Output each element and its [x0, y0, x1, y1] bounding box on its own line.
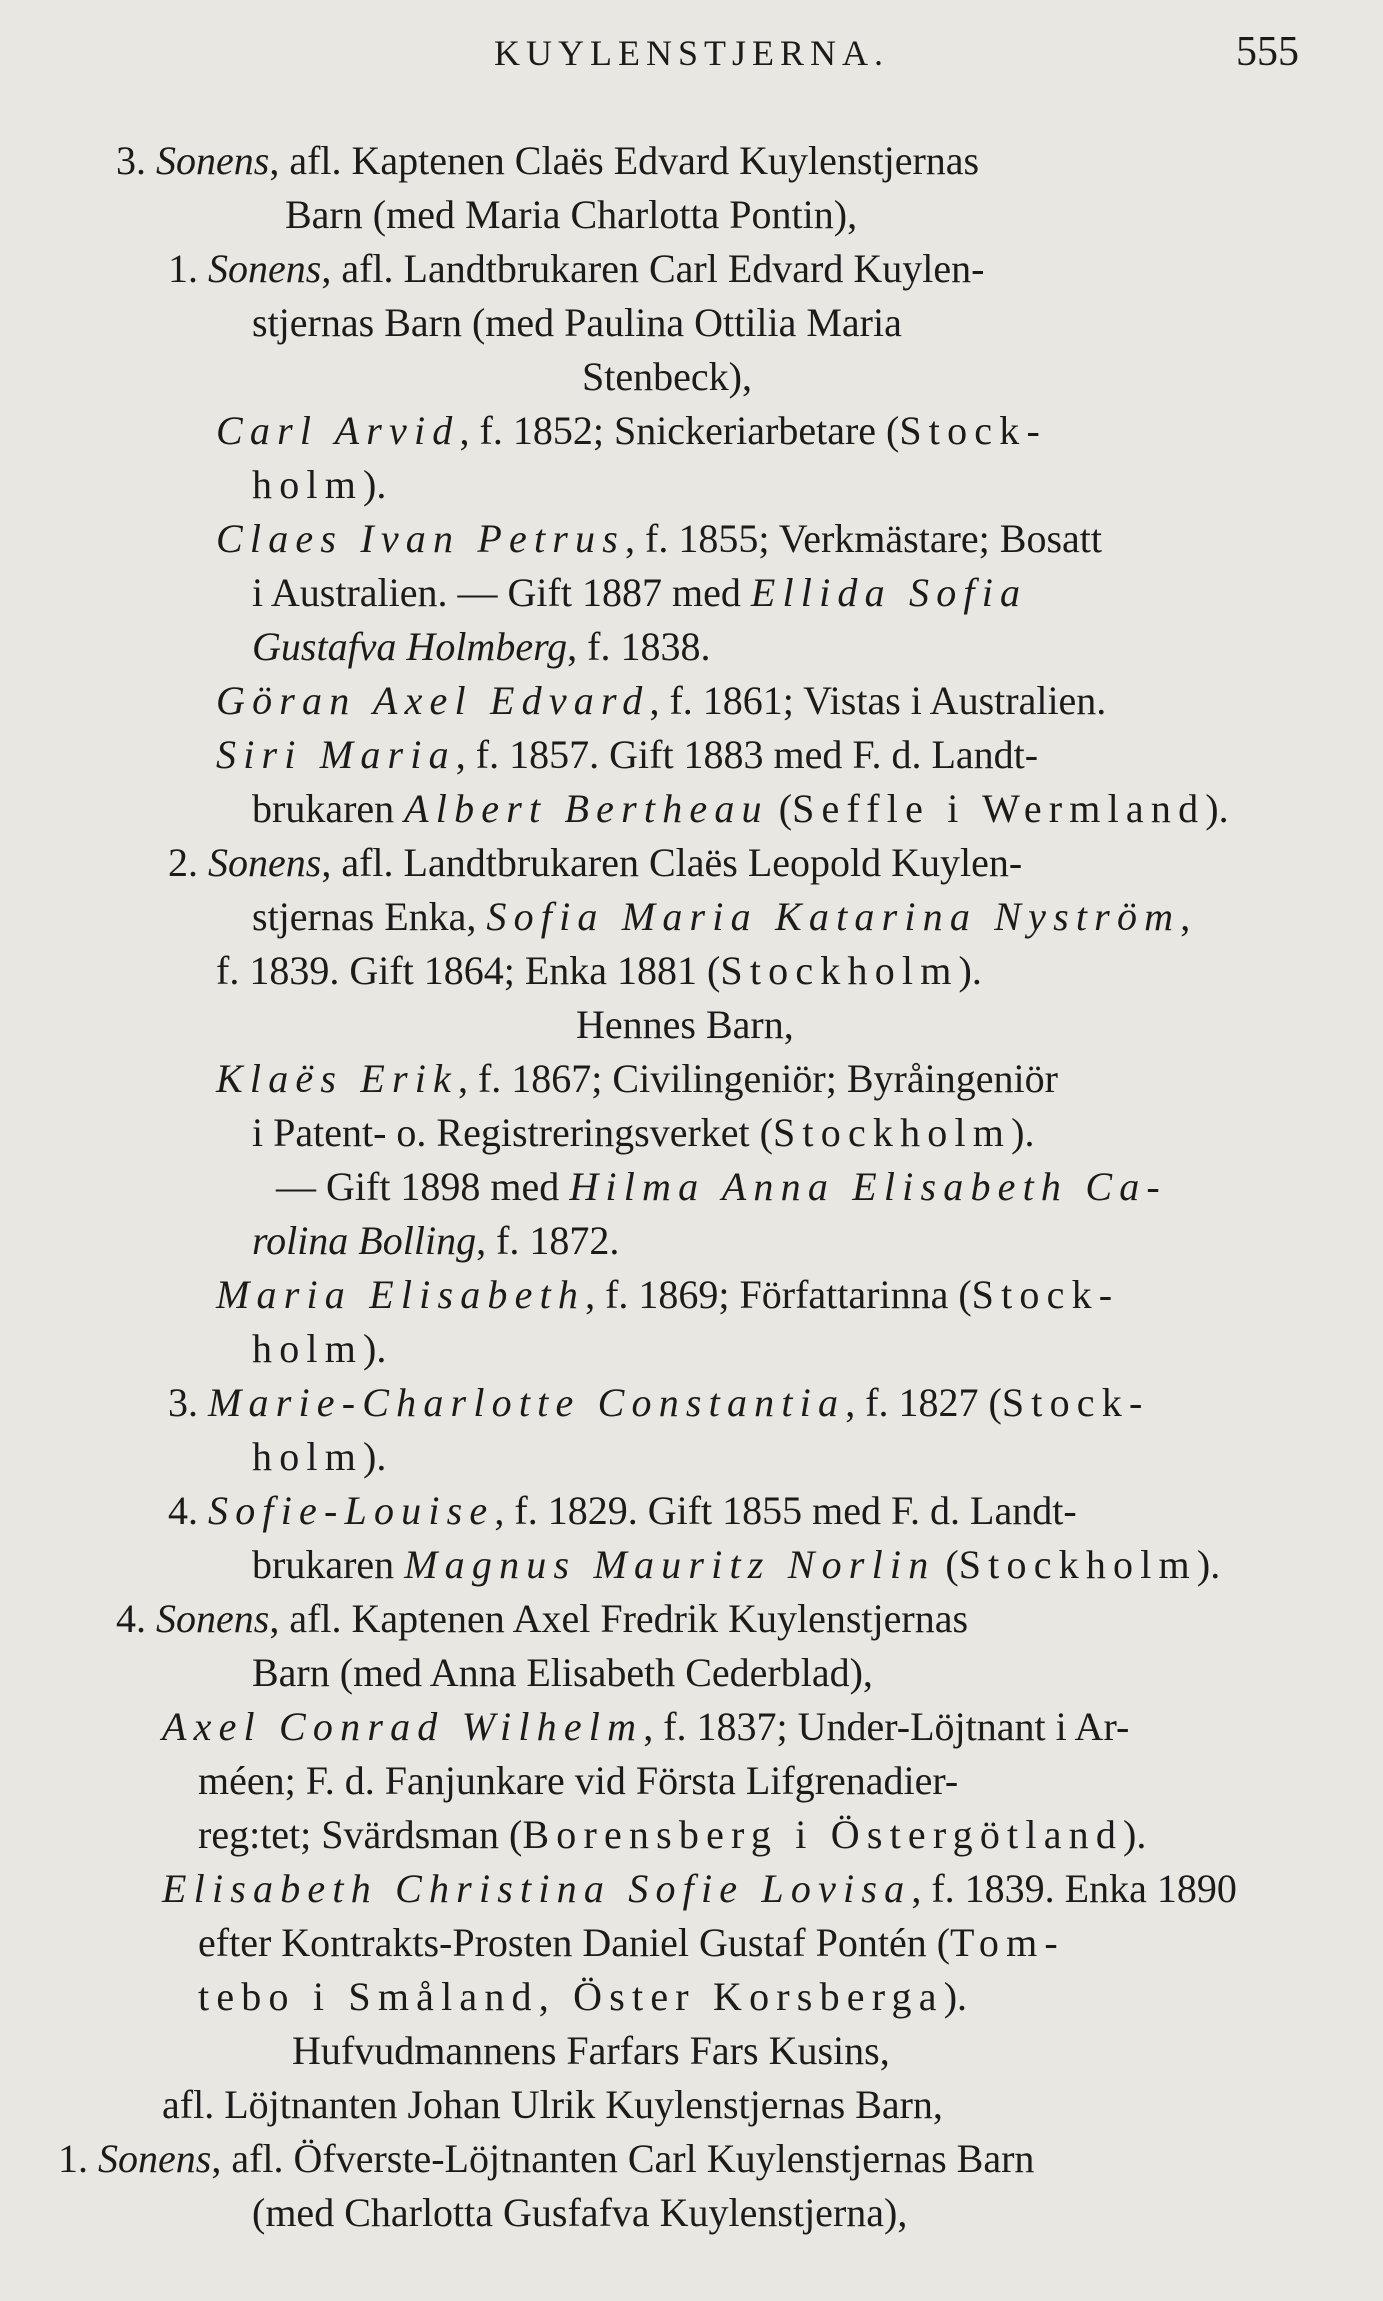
- text-segment: Stockholm: [720, 948, 959, 993]
- text-segment: Albert Bertheau: [404, 786, 769, 831]
- text-segment: ).: [1205, 786, 1229, 831]
- text-segment: Carl Arvid: [216, 408, 460, 453]
- text-segment: Borensberg i Östergötland: [522, 1812, 1124, 1857]
- text-line: [252, 567, 1027, 619]
- text-segment: (: [935, 1542, 959, 1587]
- text-segment: f. 1839. Gift 1864; Enka 1881 (: [216, 948, 721, 993]
- text-segment: , afl. Landtbrukaren Carl Edvard Kuylen-: [321, 246, 985, 291]
- text-line: [252, 1647, 873, 1699]
- page-number: 555: [1236, 29, 1299, 75]
- text-segment: i Patent- o. Registreringsverket (: [252, 1110, 773, 1155]
- text-segment: , f. 1837; Under-Löjtnant i Ar-: [643, 1704, 1130, 1749]
- text-segment: Stock-: [899, 408, 1047, 453]
- text-segment: Stockholm: [772, 1110, 1012, 1155]
- text-line: [285, 189, 857, 241]
- text-line: [216, 729, 1038, 781]
- text-line: [252, 783, 1229, 835]
- text-line: [216, 1269, 1119, 1321]
- text-segment: 1.: [168, 246, 208, 291]
- text-line: [252, 1323, 386, 1375]
- text-segment: Ellida Sofia: [750, 570, 1028, 615]
- text-line: [168, 1485, 1077, 1537]
- text-segment: ).: [363, 1326, 387, 1371]
- text-segment: Seffle i Wermland: [792, 786, 1206, 831]
- text-line: [198, 1917, 1065, 1969]
- text-segment: Hilma Anna Elisabeth Ca-: [569, 1164, 1167, 1209]
- text-line: [292, 2025, 890, 2077]
- text-line: [252, 1431, 386, 1483]
- text-segment: Tom-: [950, 1920, 1065, 1965]
- text-segment: ,: [1180, 894, 1191, 939]
- text-line: [216, 513, 1102, 565]
- text-segment: Sofie-Louise: [208, 1488, 495, 1533]
- text-segment: ).: [363, 1434, 387, 1479]
- text-segment: , afl. Kaptenen Axel Fredrik Kuylenstjernas: [269, 1596, 969, 1641]
- text-segment: stjernas Barn (med Paulina Ottilia Maria: [252, 300, 902, 345]
- text-segment: brukaren: [252, 786, 405, 831]
- text-line: [252, 1539, 1220, 1591]
- text-line: [198, 1971, 967, 2023]
- text-segment: , f. 1852; Snickeriarbetare (: [459, 408, 900, 453]
- text-segment: , f. 1829. Gift 1855 med F. d. Landt-: [494, 1488, 1077, 1533]
- text-line: [252, 2187, 907, 2239]
- text-segment: Sonens: [98, 2136, 212, 2181]
- text-segment: Stock-: [971, 1272, 1120, 1317]
- text-line: [168, 837, 1022, 889]
- text-segment: Stenbeck),: [582, 354, 752, 399]
- text-segment: Göran Axel Edvard: [216, 678, 650, 723]
- text-segment: Axel Conrad Wilhelm: [162, 1704, 644, 1749]
- text-segment: holm: [252, 1326, 364, 1371]
- text-segment: Marie-Charlotte Constantia: [208, 1380, 846, 1425]
- text-segment: rolina Bolling: [252, 1218, 477, 1263]
- text-segment: Sonens: [156, 1596, 270, 1641]
- text-segment: Sonens: [208, 246, 322, 291]
- text-segment: Barn (med Maria Charlotta Pontin),: [285, 192, 858, 237]
- text-line: [216, 1053, 1058, 1105]
- text-segment: Klaës Erik: [216, 1056, 458, 1101]
- text-segment: Stock-: [1001, 1380, 1150, 1425]
- text-segment: — Gift 1898 med: [276, 1164, 570, 1209]
- text-segment: , afl. Kaptenen Claës Edvard Kuylenstjernas: [269, 138, 980, 183]
- text-segment: , f. 1872.: [476, 1218, 620, 1263]
- text-segment: afl. Löjtnanten Johan Ulrik Kuylenstjernas Barn,: [162, 2082, 943, 2127]
- text-segment: , f. 1855; Verkmästare; Bosatt: [625, 516, 1102, 561]
- text-line: [576, 999, 794, 1051]
- text-line: [216, 945, 982, 997]
- page-header: [0, 29, 1383, 92]
- text-segment: Claes Ivan Petrus: [216, 516, 626, 561]
- text-segment: Magnus Mauritz Norlin: [404, 1542, 936, 1587]
- text-line: [198, 1809, 1146, 1861]
- text-segment: ).: [1123, 1812, 1147, 1857]
- text-segment: efter Kontrakts-Prosten Daniel Gustaf Pontén (: [198, 1920, 951, 1965]
- text-segment: 4.: [116, 1596, 156, 1641]
- text-segment: ).: [1011, 1110, 1035, 1155]
- text-segment: , afl. Landtbrukaren Claës Leopold Kuylen-: [321, 840, 1023, 885]
- text-segment: Elisabeth Christina Sofie Lovisa: [162, 1866, 912, 1911]
- text-segment: Sofia Maria Katarina Nyström: [486, 894, 1181, 939]
- text-line: [252, 459, 386, 511]
- text-line: [168, 243, 984, 295]
- text-line: [252, 1107, 1034, 1159]
- text-segment: Siri Maria: [216, 732, 456, 777]
- text-line: [58, 2133, 1034, 2185]
- text-segment: Barn (med Anna Elisabeth Cederblad),: [252, 1650, 873, 1695]
- text-segment: (: [768, 786, 793, 831]
- text-segment: Hennes Barn,: [576, 1002, 794, 1047]
- text-segment: 1.: [58, 2136, 98, 2181]
- text-segment: i Australien. — Gift 1887 med: [252, 570, 751, 615]
- text-segment: 3.: [168, 1380, 208, 1425]
- text-segment: ).: [943, 1974, 968, 2019]
- text-line: [162, 1863, 1237, 1915]
- text-segment: , f. 1857. Gift 1883 med F. d. Landt-: [455, 732, 1039, 777]
- text-line: [168, 1377, 1149, 1429]
- text-segment: holm: [252, 1434, 364, 1479]
- text-segment: tebo i Småland, Öster Korsberga: [198, 1974, 944, 2019]
- text-line: [162, 1701, 1129, 1753]
- text-segment: , f. 1839. Enka 1890: [911, 1866, 1237, 1911]
- text-line: [162, 2079, 943, 2131]
- text-segment: , f. 1861; Vistas i Australien.: [649, 678, 1107, 723]
- text-segment: ).: [1196, 1542, 1221, 1587]
- text-segment: ).: [958, 948, 982, 993]
- text-line: [216, 405, 1047, 457]
- text-segment: méen; F. d. Fanjunkare vid Första Lifgrenadier-: [198, 1758, 959, 1803]
- text-segment: Maria Elisabeth: [216, 1272, 586, 1317]
- text-segment: stjernas Enka,: [252, 894, 487, 939]
- text-segment: ).: [363, 462, 387, 507]
- text-segment: Hufvudmannens Farfars Fars Kusins,: [292, 2028, 890, 2073]
- text-segment: 2.: [168, 840, 208, 885]
- text-line: [252, 891, 1190, 943]
- text-line: [216, 675, 1106, 727]
- text-segment: reg:tet; Svärdsman (: [198, 1812, 523, 1857]
- text-line: [116, 135, 979, 187]
- text-segment: brukaren: [252, 1542, 405, 1587]
- text-segment: , f. 1838.: [567, 624, 711, 669]
- text-segment: holm: [252, 462, 364, 507]
- text-line: [252, 621, 710, 673]
- text-segment: , f. 1867; Civilingeniör; Byråingeniör: [457, 1056, 1058, 1101]
- text-line: [276, 1161, 1167, 1213]
- text-segment: 3.: [116, 138, 156, 183]
- running-title: KUYLENSTJERNA.: [494, 33, 889, 73]
- text-line: [116, 1593, 968, 1645]
- text-segment: , f. 1869; Författarinna (: [585, 1272, 972, 1317]
- text-segment: , afl. Öfverste-Löjtnanten Carl Kuylenstjernas Barn: [211, 2136, 1035, 2181]
- text-line: [582, 351, 752, 403]
- text-segment: , f. 1827 (: [845, 1380, 1002, 1425]
- text-line: [252, 297, 902, 349]
- text-line: [198, 1755, 958, 1807]
- text-segment: Sonens: [156, 138, 270, 183]
- text-segment: (med Charlotta Gusfafva Kuylenstjerna),: [252, 2190, 908, 2235]
- text-segment: Gustafva Holmberg: [252, 624, 568, 669]
- text-segment: Stockholm: [958, 1542, 1197, 1587]
- text-segment: 4.: [168, 1488, 208, 1533]
- text-segment: Sonens: [208, 840, 322, 885]
- text-line: [252, 1215, 619, 1267]
